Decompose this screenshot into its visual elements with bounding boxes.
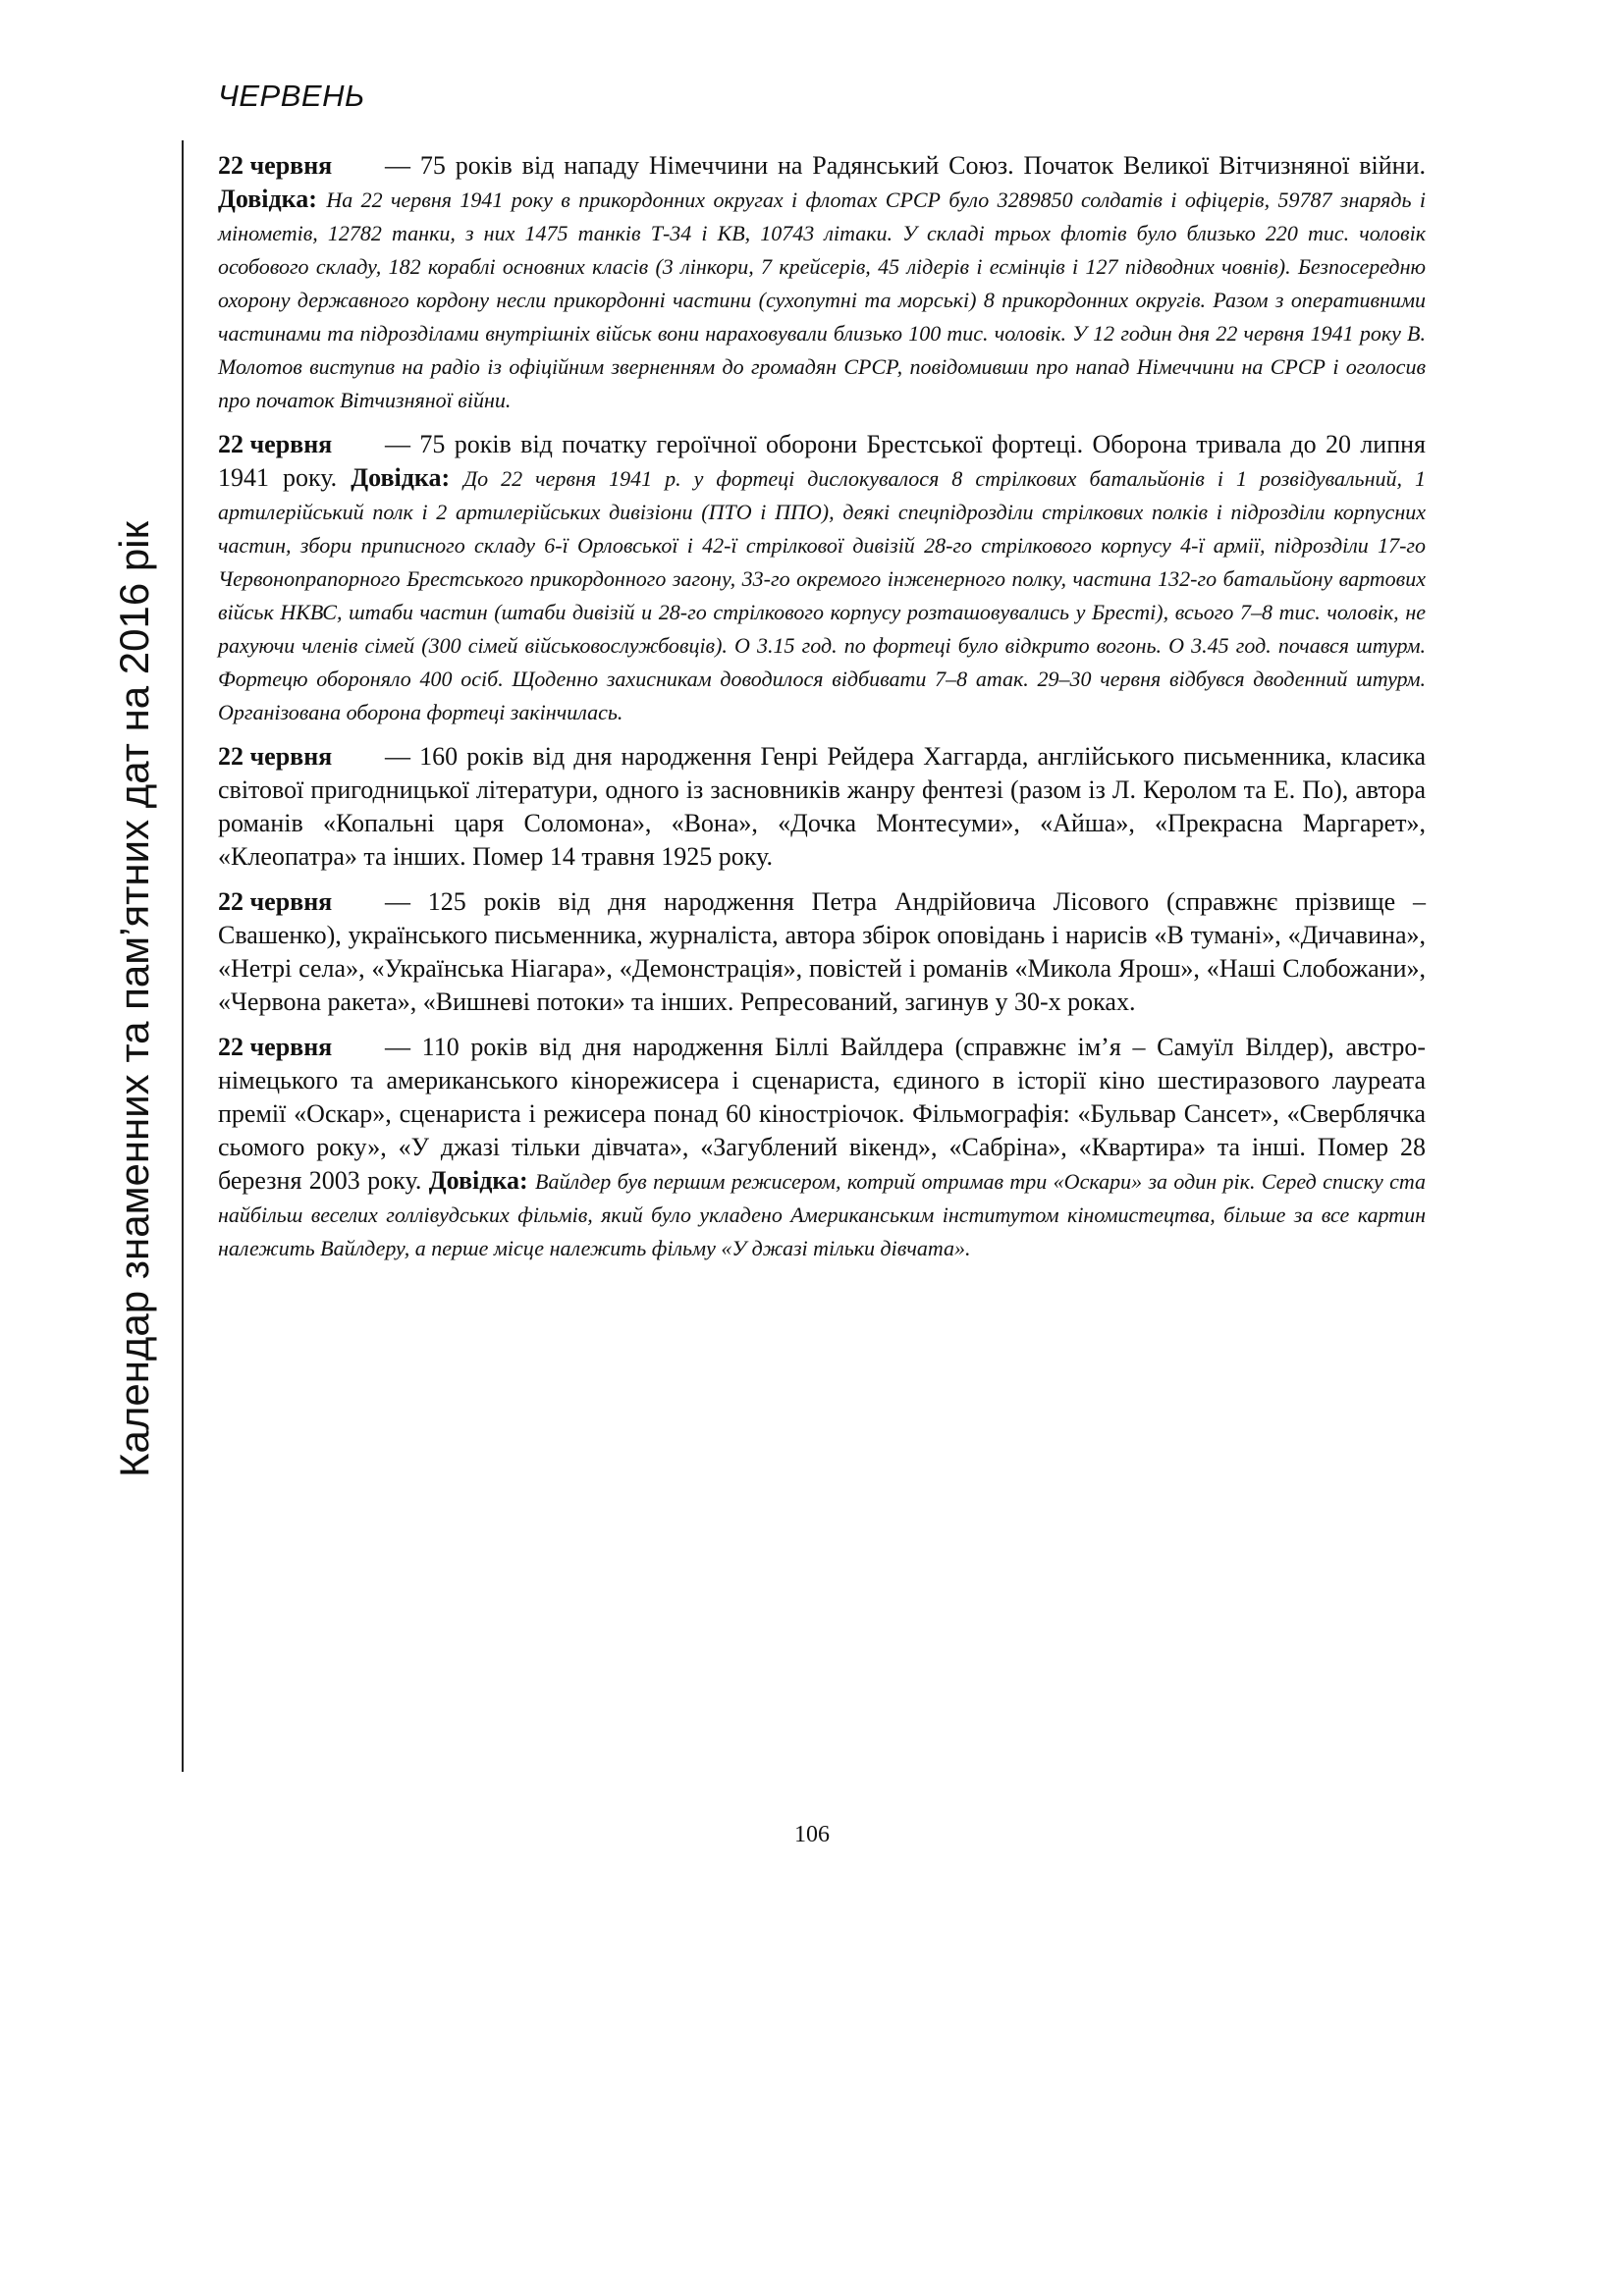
entry-note: До 22 червня 1941 р. у фортеці дислокувалося 8 стрілкових батальйонів і 1 розвідувальний, 1 артилерійський полк і 2 артилерійських дивізіони (ПТО і ППО), деякі спецпідрозділи стрілкових полків і підрозділи корпусних частин, збори приписного складу 6-ї Орловської і 42-ї стрілкової дивізій 28-го стрілкового корпусу 4-ї армії, підрозділи 17-го Червонопрапорного Брестського прикордонного загону, 33-го окремого інженерного полку, частина 132-го батальйону вартових військ НКВС, штаби частин (штаби дивізій и 28-го стрілкового корпусу розташовувались у Бресті), всього 7–8 тис. чоловік, не рахуючи членів сімей (300 сімей військовослужбовців). О 3.15 год. по фортеці було відкрито вогонь. О 3.45 год. почався штурм. Фортецю обороняло 400 осіб. Щоденно захисникам доводилося відбивати 7–8 атак. 29–30 червня відбувся дводенний штурм. Організована оборона фортеці закінчилась. [218, 466, 1426, 724]
entry-date: 22 червня [218, 1033, 333, 1061]
calendar-entry [218, 149, 1426, 416]
entry-body [218, 149, 1426, 416]
calendar-entry [218, 1031, 1426, 1264]
entry-body [218, 428, 1426, 728]
entry-text: — 75 років від початку героїчної оборони Брестської фортеці. Оборона тривала до 20 липня 1941 року. [218, 430, 1426, 492]
entry-note: На 22 червня 1941 року в прикордонних округах і флотах СРСР було 3289850 солдатів і офіцерів, 59787 знарядь і мінометів, 12782 танки, з них 1475 танків Т-34 і КВ, 10743 літаки. У складі трьох флотів було близько 220 тис. чоловік особового складу, 182 кораблі основних класів (3 лінкори, 7 крейсерів, 45 лідерів і есмінців і 127 підводних човнів). Безпосередню охорону державного кордону несли прикордонні частини (сухопутні та морські) 8 прикордонних округів. Разом з оперативними частинами та підрозділами внутрішніх військ вони нараховували близько 100 тис. чоловік. У 12 годин дня 22 червня 1941 року В. Молотов виступив на радіо із офіційним зверненням до громадян СРСР, повідомивши про напад Німеччини на СРСР і оголосив про початок Вітчизняної війни. [218, 187, 1426, 412]
page-number: 106 [794, 1822, 830, 1847]
entry-text: — 75 років від нападу Німеччини на Радянський Союз. Початок Великої Вітчизняної війни. [385, 151, 1426, 180]
entry-note: Вайлдер був першим режисером, котрий отримав три «Оскари» за один рік. Серед списку ста найбільш веселих голлівудських фільмів, який було укладено Американським інститутом кіномистецтва, більше за все картин належить Вайлдеру, а перше місце належить фільму «У джазі тільки дівчата». [218, 1169, 1427, 1260]
entry-date: 22 червня [218, 430, 333, 458]
calendar-entry [218, 740, 1426, 874]
entry-body [218, 1031, 1426, 1264]
note-label: Довідка: [218, 185, 317, 213]
side-rule [182, 140, 184, 1772]
entries-list [218, 149, 1426, 1276]
note-label: Довідка: [351, 463, 451, 492]
entry-date: 22 червня [218, 151, 333, 180]
calendar-entry [218, 885, 1426, 1019]
calendar-entry [218, 428, 1426, 728]
entry-date: 22 червня [218, 887, 333, 916]
entry-text: — 110 років від дня народження Біллі Вайлдера (справжнє ім’я – Самуїл Вілдер), австро-німецького та американського кінорежисера і сценариста, єдиного в історії кіно шестиразового лауреата премії «Оскар», сценариста і режисера понад 60 кіностріочок. Фільмографія: «Бульвар Сансет», «Сверблячка сьомого року», «У джазі тільки дівчата», «Загублений вікенд», «Сабріна», «Квартира» та інші. Помер 28 березня 2003 року. [218, 1033, 1426, 1195]
entry-text: — 160 років від дня народження Генрі Рейдера Хаггарда, англійського письменника, класика світової пригодницької літератури, одного із засновників жанру фентезі (разом із Л. Керолом та Е. По), автора романів «Копальні царя Соломона», «Вона», «Дочка Монтесуми», «Айша», «Прекрасна Маргарет», «Клеопатра» та інших. Помер 14 травня 1925 року. [218, 742, 1426, 871]
side-title: Календар знаменних та пам’ятних дат на 2016 рік [111, 521, 157, 1477]
entry-body [218, 740, 1426, 874]
entry-text: — 125 років від дня народження Петра Андрійовича Лісового (справжнє прізвище – Свашенко), українського письменника, журналіста, автора збірок оповідань і нарисів «В тумані», «Дичавина», «Нетрі села», «Українська Ніагара», «Демонстрація», повістей і романів «Микола Ярош», «Наші Слобожани», «Червона ракета», «Вишневі потоки» та інших. Репресований, загинув у 30-х роках. [218, 887, 1426, 1016]
entry-body [218, 885, 1426, 1019]
entry-date: 22 червня [218, 742, 333, 771]
month-heading: ЧЕРВЕНЬ [218, 79, 365, 113]
note-label: Довідка: [428, 1166, 528, 1195]
